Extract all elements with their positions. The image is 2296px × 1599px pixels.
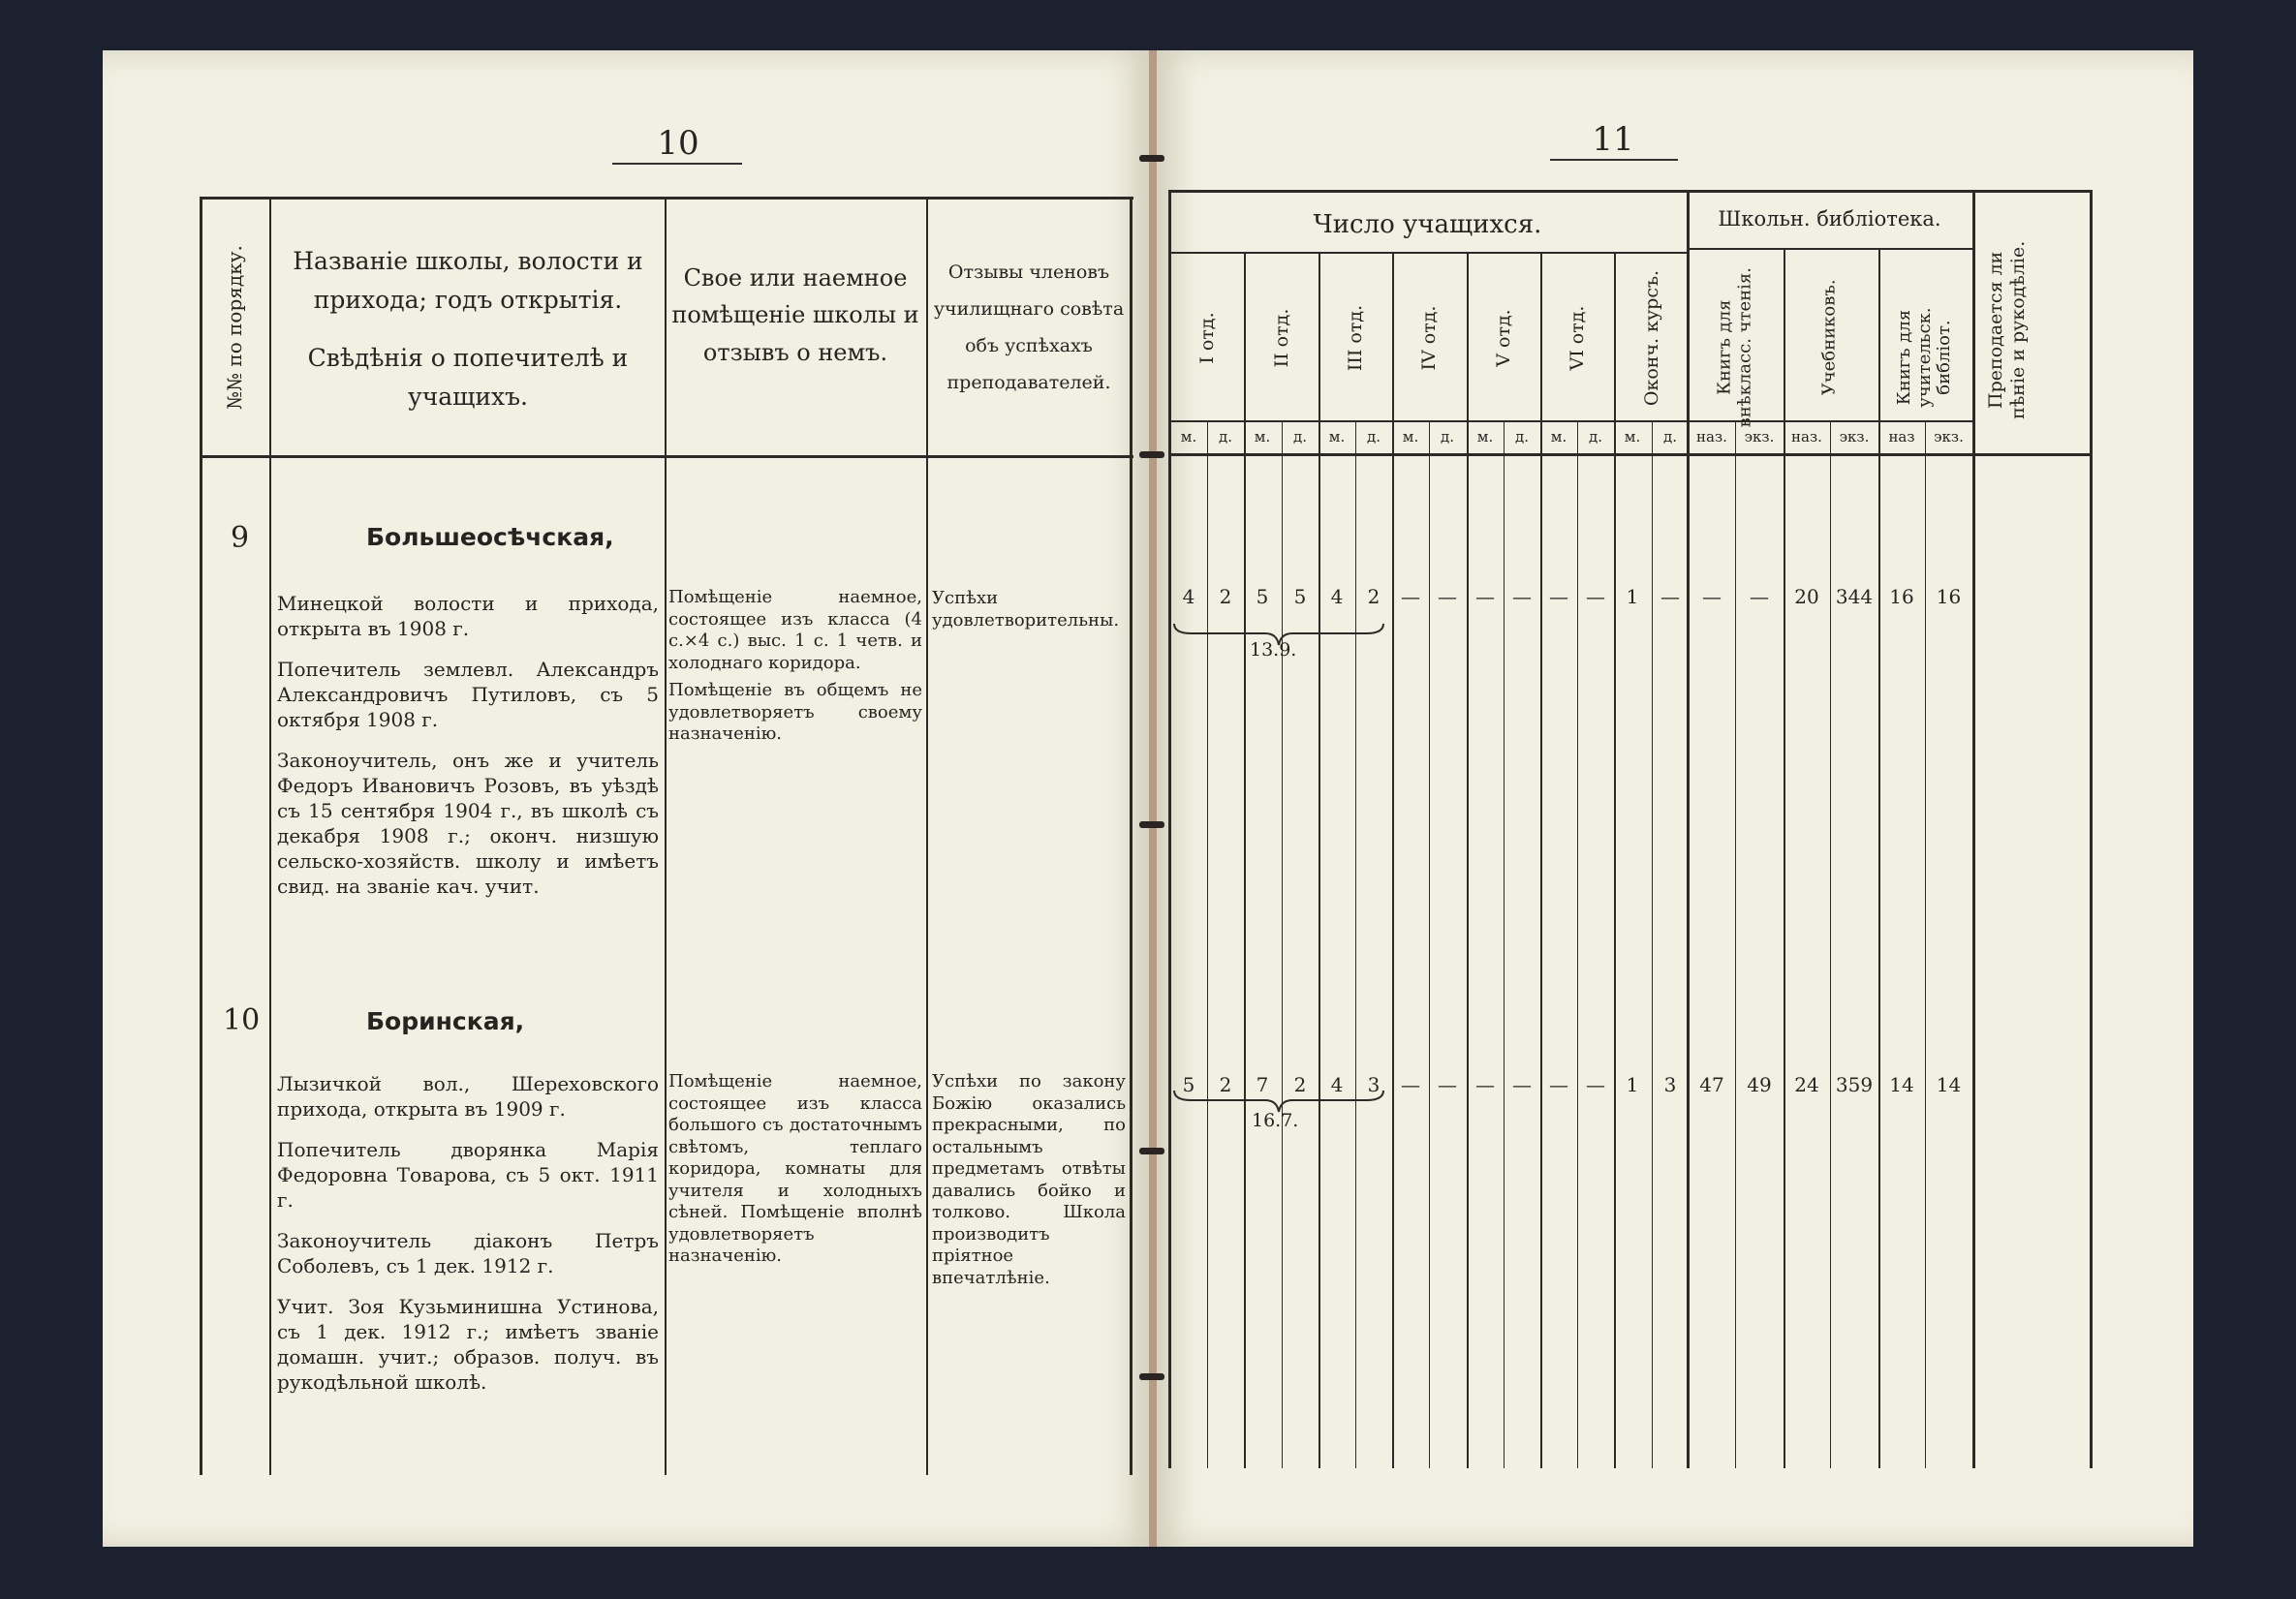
count-cell: 2 [1219,585,1232,608]
grid-column-divider [1504,420,1505,1468]
grid-column-divider [1830,420,1831,1468]
count-cell: 4 [1330,1073,1344,1096]
count-cell: — [1512,585,1532,608]
count-cell: 20 [1794,585,1819,608]
column-divider [269,197,271,1475]
header-library-group: Школьн. библіотека. [1718,207,1941,231]
header-students-group: Число учащихся. [1313,210,1542,239]
premises-paragraph: Помѣщеніе въ общемъ не удовлетворяетъ своему назначенію. [668,680,922,744]
sex-label: д. [1218,428,1232,446]
count-cell: 344 [1835,585,1874,608]
count-cell: — [1549,1073,1568,1096]
count-cell: 14 [1936,1073,1962,1096]
average-value: 13.9. [1250,639,1297,661]
count-cell: — [1549,585,1568,608]
count-cell: 2 [1367,585,1381,608]
count-cell: 5 [1256,585,1269,608]
header-grade: I отд. [1196,312,1218,364]
count-cell: — [1438,1073,1457,1096]
header-premises: Свое или наемное помѣщеніе школы и отзывъ о немъ. [671,264,919,366]
header-trustee-info: Свѣдѣнія о попечителѣ и учащихъ. [307,344,629,411]
count-cell: 49 [1747,1073,1772,1096]
sex-label: д. [1514,428,1529,446]
column-divider [665,197,667,1475]
header-grade: V отд. [1493,309,1514,367]
header-singing-needlework: Преподается ли пѣніе и рукодѣліе. [1985,240,2029,419]
count-cell: 16 [1936,585,1962,608]
header-library-column: Книгъ для учительск. библіот. [1893,307,1955,408]
sex-label: м. [1476,428,1494,446]
count-cell: 16 [1889,585,1914,608]
column-divider [926,197,928,1475]
header-bottom-border [1168,453,2093,456]
review-text: Успѣхи удовлетворительны. [932,588,1120,631]
info-paragraph: Законоучитель діаконъ Петръ Соболевъ, съ 1 дек. 1912 г. [277,1229,659,1277]
count-cell: — [1401,585,1420,608]
average-value: 16.7. [1252,1110,1299,1131]
grid-column-divider [1207,420,1208,1468]
count-cell: 5 [1182,1073,1195,1096]
info-paragraph: Законоучитель, онъ же и учитель Федоръ Ивановичъ Розовъ, въ уѣздѣ съ 15 сентября 1904 г., въ школѣ съ декабря 1908 г.; оконч. низшую сельско-хозяйств. школу и имѣетъ свид. на званіе кач. учит. [277,749,659,898]
info-paragraph: Попечитель землевл. Александръ Александровичъ Путиловъ, съ 5 октября 1908 г. [277,658,659,731]
count-cell: — [1660,585,1680,608]
sex-label: м. [1550,428,1567,446]
header-grade: IV отд. [1418,305,1440,371]
header-library-column: Учебниковъ. [1818,279,1840,396]
sex-label: д. [1366,428,1381,446]
table-left-border [200,197,202,1475]
count-cell: — [1475,1073,1495,1096]
library-sub-label: экз. [1934,428,1964,446]
header-library-column: Книгъ для внѣкласс. чтенія. [1714,267,1754,428]
grid-column-divider [1925,420,1926,1468]
grid-column-divider [1429,420,1430,1468]
premises-paragraph: Помѣщеніе наемное, состоящее изъ класса (4 с.×4 с.) выс. 1 с. 1 четв. и холоднаго коридора. [668,587,922,673]
review-text: Успѣхи по закону Божію оказались прекрасными, по остальнымъ предметамъ отвѣты давались бойко и толково. Школа производитъ пріятное впечатлѣніе. [932,1071,1126,1288]
count-cell: 14 [1889,1073,1914,1096]
school-title: Большеосѣчская, [366,523,614,551]
header-grade: VI отд. [1567,305,1588,371]
count-cell: — [1750,585,1769,608]
page-number-rule [1550,159,1678,161]
count-cell: 7 [1256,1073,1269,1096]
library-sub-label: наз [1888,428,1915,446]
school-info [277,591,659,914]
binding-stitch [1139,451,1164,458]
premises-text: Помѣщеніе наемное, состоящее изъ класса большого съ достаточнымъ свѣтомъ, теплаго коридора, комнаты для учителя и холодныхъ сѣней. Помѣщеніе вполнѣ удовлетворяетъ назначенію. [668,1071,922,1266]
page-number-left: 10 [657,124,699,163]
grid-column-divider [1652,420,1653,1468]
info-paragraph: Попечитель дворянка Марія Федоровна Товарова, съ 5 окт. 1911 г. [277,1138,659,1212]
binding-stitch [1139,155,1164,162]
sex-label: д. [1440,428,1454,446]
school-info [277,1071,659,1410]
count-cell: 5 [1293,585,1307,608]
count-cell: 4 [1330,585,1344,608]
count-cell: 3 [1367,1073,1381,1096]
library-sub-label: наз. [1791,428,1822,446]
binding-stitch [1139,821,1164,828]
header-grade: Оконч. курсъ. [1641,269,1662,407]
school-title: Боринская, [366,1007,525,1035]
library-sub-label: экз. [1839,428,1870,446]
count-cell: 47 [1699,1073,1724,1096]
count-cell: 24 [1794,1073,1819,1096]
page-number-right: 11 [1592,120,1634,159]
table-top-border [200,197,1133,200]
count-cell: 2 [1219,1073,1232,1096]
count-cell: — [1702,585,1722,608]
sex-row-rule [1168,420,1972,422]
students-group-rule [1168,252,1687,254]
header-grade: II отд. [1271,308,1292,368]
count-cell: — [1438,585,1457,608]
info-paragraph: Лызичкой вол., Шереховского прихода, открыта въ 1909 г. [277,1072,659,1121]
header-grade: III отд. [1345,304,1366,372]
library-sub-label: экз. [1744,428,1775,446]
column-divider [1972,190,1975,1468]
count-cell: 3 [1663,1073,1677,1096]
sex-label: м. [1402,428,1419,446]
sex-label: д. [1662,428,1677,446]
count-cell: 4 [1182,585,1195,608]
column-divider [1687,190,1690,1468]
header-bottom-border [200,455,1133,458]
table-left-border [1168,190,1171,1468]
right-page [1154,50,2193,1547]
table-top-border [1168,190,2093,193]
header-school-name: Названіе школы, волости и прихода; годъ открытія. [293,247,643,314]
info-paragraph: Учит. Зоя Кузьминишна Устинова, съ 1 дек. 1912 г.; имѣетъ званіе домашн. учит.; образов. получ. въ рукодѣльной школѣ. [277,1295,659,1394]
page-number-rule [612,163,742,165]
grid-column-divider [1577,420,1578,1468]
header-order-number: №№ по порядку. [223,245,246,410]
sex-label: д. [1588,428,1602,446]
sex-label: м. [1254,428,1271,446]
sex-label: м. [1624,428,1641,446]
library-group-rule [1687,248,1972,250]
count-cell: 1 [1626,1073,1639,1096]
binding-stitch [1139,1148,1164,1154]
sex-label: д. [1292,428,1307,446]
column-divider [1130,197,1132,1475]
row-number: 9 [231,521,250,555]
count-cell: 2 [1293,1073,1307,1096]
binding-stitch [1139,1373,1164,1380]
grid-column-divider [1282,420,1283,1468]
book-spine [1149,50,1157,1547]
grid-column-divider [1355,420,1356,1468]
row-number: 10 [223,1003,261,1037]
library-sub-label: наз. [1696,428,1727,446]
count-cell: — [1401,1073,1420,1096]
header-reviews: Отзывы членовъ училищнаго совѣта объ успѣхахъ преподавателей. [933,261,1125,393]
count-cell: — [1512,1073,1532,1096]
count-cell: 1 [1626,585,1639,608]
count-cell: — [1586,1073,1605,1096]
count-cell: 359 [1835,1073,1874,1096]
premises-text [668,587,922,761]
sex-label: м. [1328,428,1346,446]
sex-label: м. [1180,428,1197,446]
table-right-border [2090,190,2093,1468]
count-cell: — [1586,585,1605,608]
count-cell: — [1475,585,1495,608]
info-paragraph: Минецкой волости и прихода, открыта въ 1908 г. [277,592,659,640]
grid-column-divider [1735,420,1736,1468]
